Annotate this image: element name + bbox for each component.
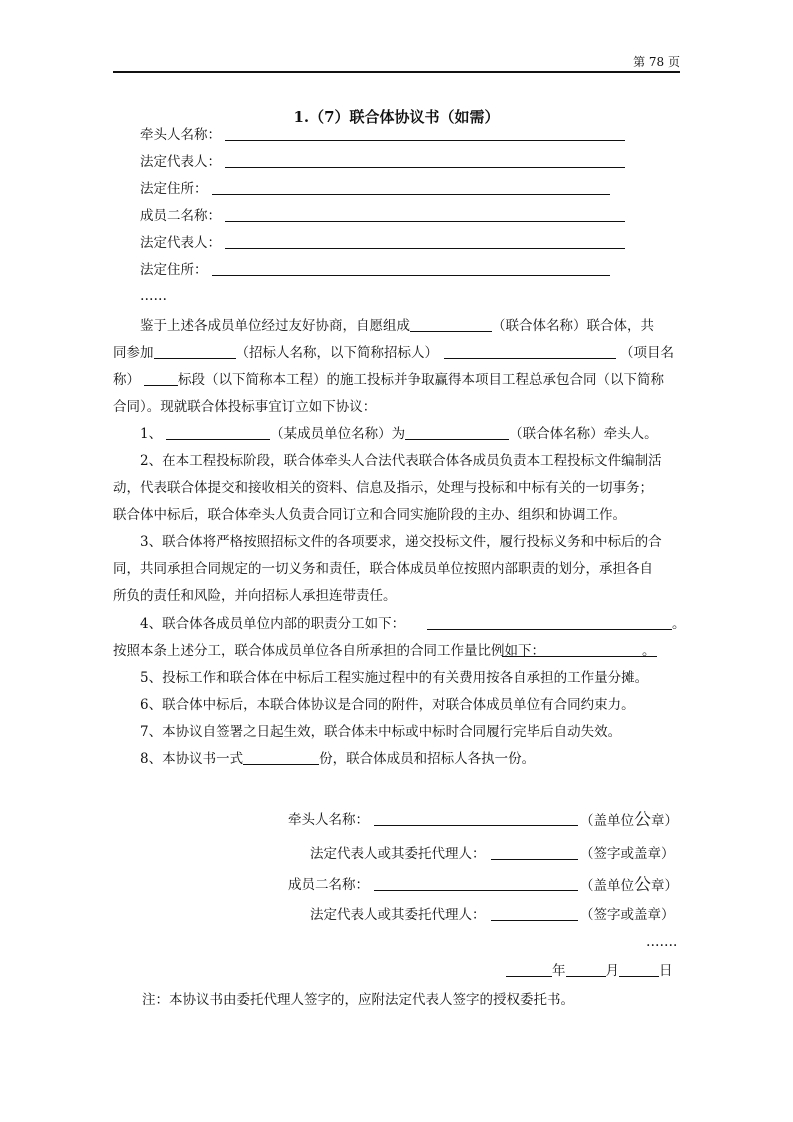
clause-5: 5、投标工作和联合体在中标后工程实施过程中的有关费用按各自承担的工作量分摊。 <box>140 670 649 686</box>
sig-member2-rep-label: 法定代表人或其委托代理人： <box>310 907 486 923</box>
project-name-blank[interactable] <box>444 344 616 359</box>
party-field-member2-address[interactable] <box>212 275 610 276</box>
clause-4-period: 。 <box>672 616 686 632</box>
intro-text: （项目名 <box>620 345 674 361</box>
date-line <box>506 962 673 980</box>
party-field-lead-address[interactable] <box>212 194 610 195</box>
party-field-lead-name[interactable] <box>225 140 625 141</box>
consortium-name-blank[interactable] <box>410 317 492 332</box>
workload-ratio-blank-end <box>587 656 657 657</box>
party-label-member2-address: 法定住所： <box>140 262 208 278</box>
section-blank[interactable] <box>144 371 178 386</box>
intro-text: 称） <box>113 372 140 388</box>
clause-text: （某成员单位名称）为 <box>270 426 406 442</box>
intro-text: 同参加 <box>113 345 154 361</box>
document-title: 1.（7）联合体协议书（如需） <box>293 108 500 126</box>
seal-text-big: 公 <box>634 810 651 830</box>
clause-3-line-2: 同，共同承担合同规定的一切义务和责任，联合体成员单位按照内部职责的划分，承担各自 <box>113 561 653 577</box>
party-label-member2-rep: 法定代表人： <box>140 235 221 251</box>
clause-6: 6、联合体中标后，本联合体协议是合同的附件，对联合体成员单位有合同约束力。 <box>140 697 635 713</box>
clause-1 <box>140 425 658 443</box>
intro-line-2 <box>113 344 674 362</box>
clause-text: 1、 <box>140 426 163 442</box>
clause-4-line-1: 4、联合体各成员单位内部的职责分工如下： <box>140 616 406 632</box>
party-label-lead-address: 法定住所： <box>140 181 208 197</box>
clause-2-line-3: 联合体中标后，联合体牵头人负责合同订立和合同实施阶段的主办、组织和协调工作。 <box>113 507 626 523</box>
seal-text: 章） <box>651 878 678 894</box>
sig-member2-seal-note <box>580 876 678 895</box>
sig-member2-name-field[interactable] <box>374 890 578 891</box>
intro-text: 标段（以下简称本工程）的施工投标并争取赢得本项目工程总承包合同（以下简称 <box>178 372 664 388</box>
intro-line-4: 合同）。现就联合体投标事宜订立如下协议： <box>113 399 377 415</box>
clause-2-line-2: 动，代表联合体提交和接收相关的资料、信息及指示，处理与投标和中标有关的一切事务； <box>113 480 653 496</box>
seal-text: 章） <box>651 813 678 829</box>
sig-lead-rep-field[interactable] <box>491 859 578 860</box>
intro-text: （招标人名称，以下简称招标人） <box>235 345 438 361</box>
clause-4-line-2: 按照本条上述分工，联合体成员单位各自所承担的合同工作量比例如下： <box>113 643 545 659</box>
intro-line-1 <box>140 317 654 335</box>
seal-text-big: 公 <box>634 875 651 895</box>
sig-lead-seal-note <box>580 811 678 830</box>
day-blank[interactable] <box>619 962 659 977</box>
sig-member2-name-label: 成员二名称： <box>288 877 369 893</box>
footnote: 注：本协议书由委托代理人签字的，应附法定代表人签字的授权委托书。 <box>142 992 574 1008</box>
member-unit-blank[interactable] <box>166 425 270 440</box>
seal-text: （盖单位 <box>580 878 634 894</box>
party-label-member2-name: 成员二名称： <box>140 208 221 224</box>
clause-text: 份，联合体成员和招标人各执一份。 <box>319 751 536 767</box>
clause-3-line-3: 所负的责任和风险，并向招标人承担连带责任。 <box>113 588 397 604</box>
copies-count-blank[interactable] <box>243 750 319 765</box>
sig-lead-rep-note: （签字或盖章） <box>580 846 675 862</box>
party-label-lead-rep: 法定代表人： <box>140 154 221 170</box>
month-label: 月 <box>605 963 619 979</box>
day-label: 日 <box>659 963 673 979</box>
year-label: 年 <box>552 963 566 979</box>
sig-member2-rep-field[interactable] <box>491 920 578 921</box>
intro-text: 鉴于上述各成员单位经过友好协商，自愿组成 <box>140 318 410 334</box>
workload-ratio-blank[interactable] <box>502 656 587 657</box>
sig-lead-name-label: 牵头人名称： <box>288 812 369 828</box>
month-blank[interactable] <box>566 962 606 977</box>
ellipsis: …… <box>140 288 167 304</box>
party-field-lead-rep[interactable] <box>225 167 625 168</box>
sig-member2-rep-note: （签字或盖章） <box>580 907 675 923</box>
year-blank[interactable] <box>506 962 552 977</box>
clause-3-line-1: 3、联合体将严格按照招标文件的各项要求，递交投标文件，履行投标义务和中标后的合 <box>140 534 662 550</box>
intro-line-3 <box>113 371 664 389</box>
page-number: 第 78 页 <box>633 54 680 73</box>
party-label-lead-name: 牵头人名称： <box>140 127 221 143</box>
party-field-member2-name[interactable] <box>225 221 625 222</box>
clause-2-line-1: 2、在本工程投标阶段，联合体牵头人合法代表联合体各成员负责本工程投标文件编制活 <box>140 453 662 469</box>
seal-text: （盖单位 <box>580 813 634 829</box>
header-rule <box>113 71 680 73</box>
clause-4-line-2-period: 。 <box>642 643 656 659</box>
sig-ellipsis: ……. <box>646 934 678 950</box>
intro-text: （联合体名称）联合体，共 <box>492 318 654 334</box>
party-field-member2-rep[interactable] <box>225 248 625 249</box>
clause-text: 8、本协议书一式 <box>140 751 244 767</box>
division-of-duties-blank[interactable] <box>427 629 672 630</box>
sig-lead-rep-label: 法定代表人或其委托代理人： <box>310 846 486 862</box>
clause-text: （联合体名称）牵头人。 <box>509 426 658 442</box>
consortium-name-blank-2[interactable] <box>405 425 509 440</box>
clause-7: 7、本协议自签署之日起生效，联合体未中标或中标时合同履行完毕后自动失效。 <box>140 724 622 740</box>
sig-lead-name-field[interactable] <box>374 825 578 826</box>
tenderer-name-blank[interactable] <box>154 344 236 359</box>
clause-8 <box>140 750 535 768</box>
